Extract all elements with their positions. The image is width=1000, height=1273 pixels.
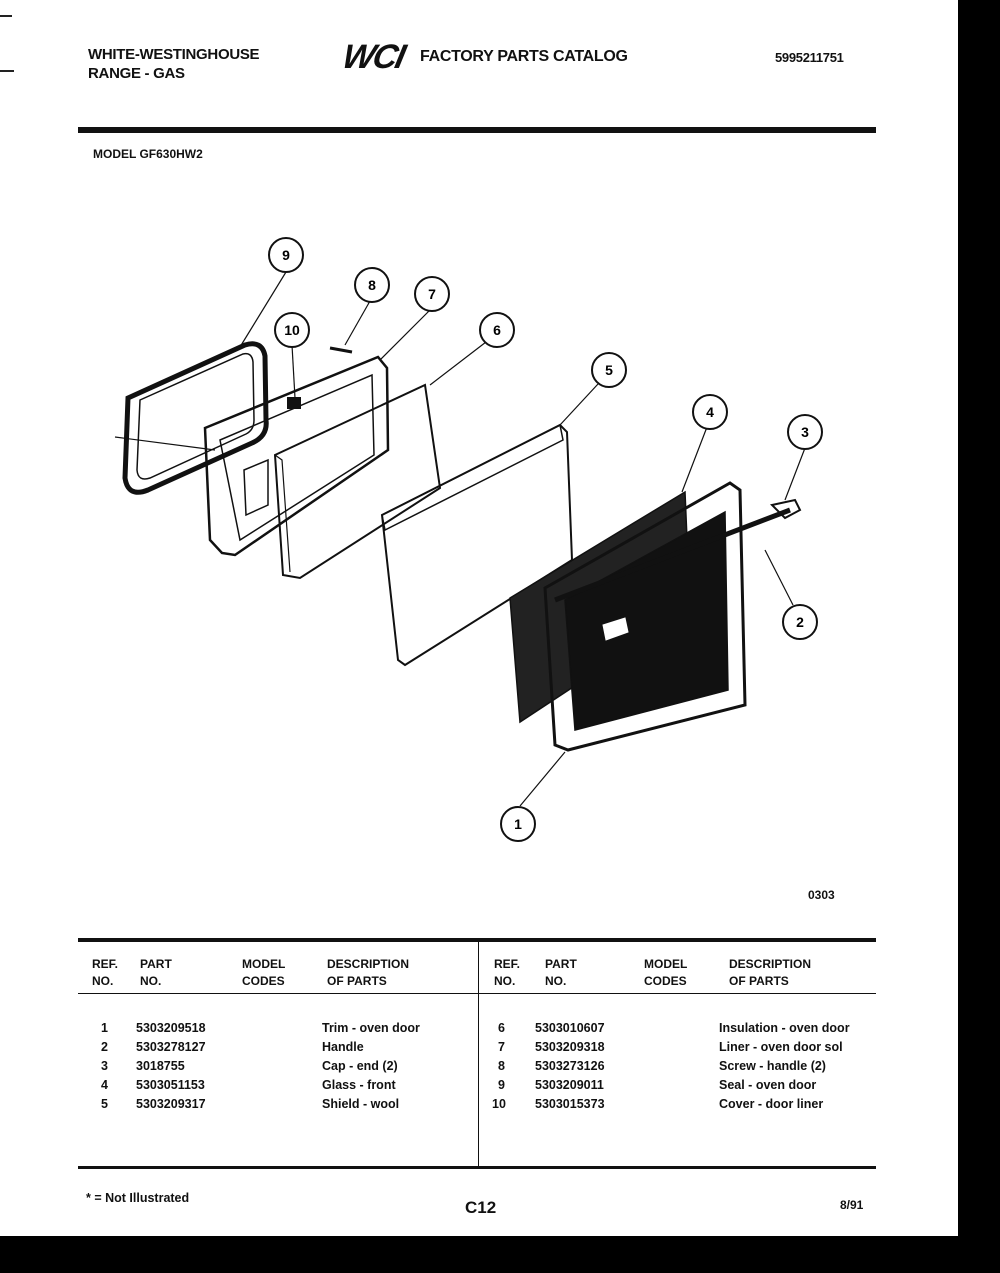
part-cover xyxy=(288,398,300,408)
callout-6 xyxy=(480,313,514,347)
callout-2 xyxy=(783,605,817,639)
col-ref: REF. NO. xyxy=(92,957,119,988)
wci-logo: WCI xyxy=(339,38,408,76)
col-part: PART NO. xyxy=(140,957,172,988)
col-model-codes: MODEL CODES xyxy=(242,957,286,988)
callout-label: 1 xyxy=(514,816,522,832)
col-description: DESCRIPTION OF PARTS xyxy=(327,957,410,988)
footnote: * = Not Illustrated xyxy=(86,1191,190,1205)
col-part: PART NO. xyxy=(545,957,577,988)
revision-date: 8/91 xyxy=(840,1198,864,1212)
callout-5 xyxy=(592,353,626,387)
callout-label: 4 xyxy=(706,404,714,420)
col-description: DESCRIPTION OF PARTS xyxy=(729,957,812,988)
callout-9 xyxy=(269,238,303,272)
callout-label: 6 xyxy=(493,322,501,338)
callout-3 xyxy=(788,415,822,449)
callout-4 xyxy=(693,395,727,429)
brand-name: WHITE-WESTINGHOUSE xyxy=(88,46,260,63)
part-screw xyxy=(330,348,352,352)
part-liner xyxy=(205,357,388,555)
callout-label: 9 xyxy=(282,247,290,263)
callouts xyxy=(269,238,822,841)
scan-border-bottom xyxy=(0,1236,1000,1273)
callout-label: 3 xyxy=(801,424,809,440)
callout-7 xyxy=(415,277,449,311)
callout-10 xyxy=(275,313,309,347)
catalog-number: 5995211751 xyxy=(775,50,844,65)
part-insulation xyxy=(275,385,440,578)
callout-8 xyxy=(355,268,389,302)
model-number: MODEL GF630HW2 xyxy=(93,147,203,161)
table-bottom-rule xyxy=(78,1166,876,1169)
col-ref: REF. NO. xyxy=(494,957,521,988)
callout-label: 7 xyxy=(428,286,436,302)
product-line: RANGE - GAS xyxy=(88,65,185,82)
catalog-title: FACTORY PARTS CATALOG xyxy=(420,48,628,65)
callout-label: 10 xyxy=(284,322,300,338)
callout-label: 2 xyxy=(796,614,804,630)
table-column-divider xyxy=(478,941,479,1166)
callout-1 xyxy=(501,807,535,841)
table-header-rule xyxy=(78,993,876,994)
callout-label: 5 xyxy=(605,362,613,378)
diagram-code: 0303 xyxy=(808,888,835,902)
table-top-rule xyxy=(78,938,876,942)
callout-label: 8 xyxy=(368,277,376,293)
page-number: C12 xyxy=(465,1198,497,1217)
col-model-codes: MODEL CODES xyxy=(644,957,688,988)
